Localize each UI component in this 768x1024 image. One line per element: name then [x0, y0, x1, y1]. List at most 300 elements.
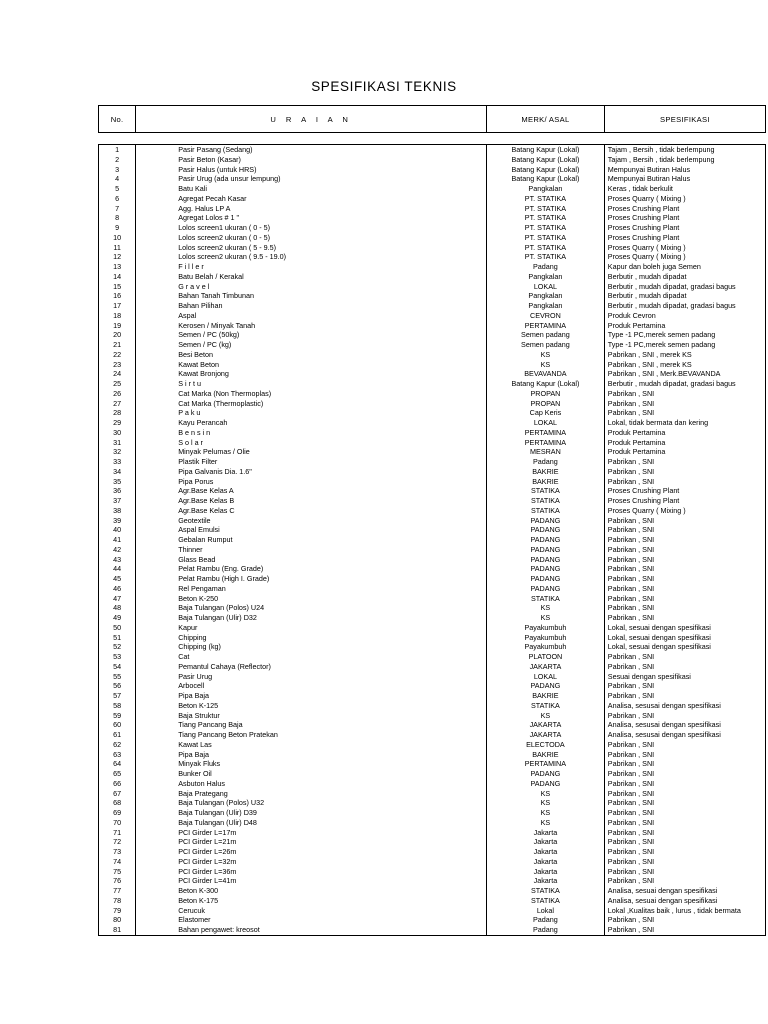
row-uraian: PCI Girder L=32m	[136, 857, 487, 867]
row-number: 37	[99, 496, 136, 506]
row-spesifikasi: Proses Crushing Plant	[604, 223, 765, 233]
row-merk: PADANG	[487, 574, 605, 584]
row-uraian: Baja Tulangan (Ulir) D32	[136, 613, 487, 623]
table-row	[99, 408, 766, 418]
row-merk: PT. STATIKA	[487, 243, 605, 253]
row-number: 8	[99, 213, 136, 223]
row-number: 24	[99, 369, 136, 379]
row-merk: PLATOON	[487, 652, 605, 662]
table-row	[99, 555, 766, 565]
table-row	[99, 282, 766, 292]
row-number: 35	[99, 477, 136, 487]
row-merk: BEVAVANDA	[487, 369, 605, 379]
table-row	[99, 769, 766, 779]
row-number: 29	[99, 418, 136, 428]
table-row	[99, 243, 766, 253]
table-row	[99, 525, 766, 535]
row-uraian: Chipping	[136, 633, 487, 643]
row-merk: PERTAMINA	[487, 438, 605, 448]
row-merk: Batang Kapur (Lokal)	[487, 379, 605, 389]
row-merk: ELECTODA	[487, 740, 605, 750]
row-number: 4	[99, 174, 136, 184]
row-merk: STATIKA	[487, 701, 605, 711]
row-spesifikasi: Berbutir , mudah dipadat, gradasi bagus	[604, 301, 765, 311]
row-merk: PT. STATIKA	[487, 252, 605, 262]
row-uraian: Geotextile	[136, 516, 487, 526]
row-uraian: Pipa Galvanis Dia. 1.6"	[136, 467, 487, 477]
table-row	[99, 828, 766, 838]
row-number: 11	[99, 243, 136, 253]
row-uraian: Agregat Pecah Kasar	[136, 194, 487, 204]
table-row	[99, 330, 766, 340]
row-spesifikasi: Lokal, sesuai dengan spesifikasi	[604, 633, 765, 643]
table-row	[99, 642, 766, 652]
table-row	[99, 857, 766, 867]
row-merk: BAKRIE	[487, 691, 605, 701]
row-merk: KS	[487, 613, 605, 623]
row-number: 3	[99, 165, 136, 175]
header-uraian: U R A I A N	[136, 106, 487, 133]
row-spesifikasi: Pabrikan , SNI , merek KS	[604, 360, 765, 370]
row-uraian: Batu Belah / Kerakal	[136, 272, 487, 282]
row-number: 51	[99, 633, 136, 643]
header-merk: MERK/ ASAL	[487, 106, 605, 133]
row-number: 49	[99, 613, 136, 623]
row-spesifikasi: Pabrikan , SNI	[604, 798, 765, 808]
row-spesifikasi: Pabrikan , SNI	[604, 389, 765, 399]
table-row	[99, 155, 766, 165]
row-merk: Pangkalan	[487, 184, 605, 194]
row-uraian: Lolos screen1 ukuran ( 0 - 5)	[136, 223, 487, 233]
row-spesifikasi: Pabrikan , SNI	[604, 857, 765, 867]
row-uraian: Beton K-125	[136, 701, 487, 711]
row-merk: Jakarta	[487, 828, 605, 838]
table-row	[99, 194, 766, 204]
row-spesifikasi: Pabrikan , SNI	[604, 457, 765, 467]
table-row	[99, 204, 766, 214]
row-spesifikasi: Keras , tidak berkulit	[604, 184, 765, 194]
row-spesifikasi: Lokal, tidak bermata dan kering	[604, 418, 765, 428]
row-number: 43	[99, 555, 136, 565]
row-number: 17	[99, 301, 136, 311]
table-row	[99, 262, 766, 272]
row-number: 54	[99, 662, 136, 672]
row-number: 59	[99, 711, 136, 721]
table-row	[99, 252, 766, 262]
row-uraian: Baja Tulangan (Ulir) D39	[136, 808, 487, 818]
row-uraian: Baja Tulangan (Polos) U32	[136, 798, 487, 808]
table-row	[99, 779, 766, 789]
row-uraian: Aspal	[136, 311, 487, 321]
row-number: 9	[99, 223, 136, 233]
row-number: 27	[99, 399, 136, 409]
table-row	[99, 311, 766, 321]
row-merk: STATIKA	[487, 886, 605, 896]
row-number: 78	[99, 896, 136, 906]
row-merk: LOKAL	[487, 672, 605, 682]
row-number: 58	[99, 701, 136, 711]
row-merk: Payakumbuh	[487, 642, 605, 652]
row-number: 70	[99, 818, 136, 828]
row-merk: KS	[487, 808, 605, 818]
row-spesifikasi: Mempunyai Butiran Halus	[604, 165, 765, 175]
row-merk: PADANG	[487, 769, 605, 779]
row-number: 40	[99, 525, 136, 535]
row-uraian: Kawat Bronjong	[136, 369, 487, 379]
row-number: 61	[99, 730, 136, 740]
row-number: 5	[99, 184, 136, 194]
row-uraian: Aspal Emulsi	[136, 525, 487, 535]
row-merk: PADANG	[487, 545, 605, 555]
row-merk: KS	[487, 798, 605, 808]
table-row	[99, 847, 766, 857]
row-spesifikasi: Pabrikan , SNI	[604, 750, 765, 760]
row-uraian: Bahan Pilihan	[136, 301, 487, 311]
row-merk: KS	[487, 789, 605, 799]
table-row	[99, 360, 766, 370]
row-number: 77	[99, 886, 136, 896]
row-spesifikasi: Sesuai dengan spesifikasi	[604, 672, 765, 682]
row-uraian: Baja Tulangan (Polos) U24	[136, 603, 487, 613]
row-uraian: PCI Girder L=41m	[136, 876, 487, 886]
table-row	[99, 915, 766, 925]
row-merk: PADANG	[487, 535, 605, 545]
row-uraian: Chipping (kg)	[136, 642, 487, 652]
row-spesifikasi: Pabrikan , SNI	[604, 477, 765, 487]
table-row	[99, 633, 766, 643]
row-spesifikasi: Produk Pertamina	[604, 447, 765, 457]
table-row	[99, 867, 766, 877]
row-number: 50	[99, 623, 136, 633]
row-number: 16	[99, 291, 136, 301]
row-number: 81	[99, 925, 136, 935]
table-row	[99, 720, 766, 730]
row-uraian: Agr.Base Kelas C	[136, 506, 487, 516]
row-merk: KS	[487, 350, 605, 360]
table-row	[99, 457, 766, 467]
row-uraian: Elastomer	[136, 915, 487, 925]
table-row	[99, 438, 766, 448]
spec-table	[98, 144, 766, 936]
table-row	[99, 399, 766, 409]
row-merk: PADANG	[487, 555, 605, 565]
table-row	[99, 486, 766, 496]
row-merk: Lokal	[487, 906, 605, 916]
row-uraian: Minyak Pelumas / Olie	[136, 447, 487, 457]
row-number: 25	[99, 379, 136, 389]
table-row	[99, 418, 766, 428]
table-row	[99, 837, 766, 847]
row-number: 73	[99, 847, 136, 857]
row-spesifikasi: Pabrikan , SNI	[604, 408, 765, 418]
row-uraian: Beton K-300	[136, 886, 487, 896]
row-spesifikasi: Pabrikan , SNI	[604, 662, 765, 672]
row-uraian: Pipa Porus	[136, 477, 487, 487]
table-row	[99, 798, 766, 808]
row-number: 28	[99, 408, 136, 418]
table-row	[99, 623, 766, 633]
row-number: 63	[99, 750, 136, 760]
row-uraian: Tiang Pancang Beton Pratekan	[136, 730, 487, 740]
row-number: 23	[99, 360, 136, 370]
row-merk: PADANG	[487, 584, 605, 594]
row-merk: BAKRIE	[487, 477, 605, 487]
table-row	[99, 730, 766, 740]
table-row	[99, 291, 766, 301]
row-uraian: Rel Pengaman	[136, 584, 487, 594]
table-row	[99, 711, 766, 721]
row-uraian: G r a v e l	[136, 282, 487, 292]
row-uraian: F i l l e r	[136, 262, 487, 272]
table-row	[99, 603, 766, 613]
row-uraian: Glass Bead	[136, 555, 487, 565]
page-title: SPESIFIKASI TEKNIS	[311, 79, 457, 94]
row-uraian: Cerucuk	[136, 906, 487, 916]
row-merk: STATIKA	[487, 486, 605, 496]
row-spesifikasi: Lokal, sesuai dengan spesifikasi	[604, 642, 765, 652]
table-row	[99, 272, 766, 282]
row-number: 13	[99, 262, 136, 272]
table-row	[99, 574, 766, 584]
row-uraian: Plastik Filter	[136, 457, 487, 467]
row-spesifikasi: Pabrikan , SNI	[604, 691, 765, 701]
row-number: 65	[99, 769, 136, 779]
row-merk: Jakarta	[487, 876, 605, 886]
row-spesifikasi: Pabrikan , SNI	[604, 535, 765, 545]
table-row	[99, 389, 766, 399]
row-spesifikasi: Proses Crushing Plant	[604, 233, 765, 243]
row-uraian: Baja Struktur	[136, 711, 487, 721]
row-uraian: Bahan Tanah Timbunan	[136, 291, 487, 301]
row-spesifikasi: Analisa, sesusai dengan spesifikasi	[604, 730, 765, 740]
row-uraian: Kawat Beton	[136, 360, 487, 370]
table-row	[99, 340, 766, 350]
row-merk: Batang Kapur (Lokal)	[487, 174, 605, 184]
row-number: 66	[99, 779, 136, 789]
row-number: 31	[99, 438, 136, 448]
row-merk: Semen padang	[487, 340, 605, 350]
row-spesifikasi: Analisa, sesuai dengan spesifikasi	[604, 886, 765, 896]
table-row	[99, 496, 766, 506]
row-merk: PADANG	[487, 564, 605, 574]
row-spesifikasi: Pabrikan , SNI , merek KS	[604, 350, 765, 360]
row-uraian: Beton K-175	[136, 896, 487, 906]
row-number: 75	[99, 867, 136, 877]
row-uraian: Lolos screen2 ukuran ( 5 - 9.5)	[136, 243, 487, 253]
row-number: 1	[99, 145, 136, 155]
row-spesifikasi: Produk Pertamina	[604, 438, 765, 448]
row-number: 41	[99, 535, 136, 545]
table-row	[99, 691, 766, 701]
table-row	[99, 759, 766, 769]
row-number: 80	[99, 915, 136, 925]
row-spesifikasi: Tajam , Bersih , tidak berlempung	[604, 155, 765, 165]
row-number: 53	[99, 652, 136, 662]
row-spesifikasi: Pabrikan , SNI	[604, 584, 765, 594]
row-number: 57	[99, 691, 136, 701]
row-merk: Padang	[487, 915, 605, 925]
row-merk: PADANG	[487, 779, 605, 789]
table-row	[99, 174, 766, 184]
row-spesifikasi: Pabrikan , SNI	[604, 467, 765, 477]
row-spesifikasi: Analisa, sesusai dengan spesifikasi	[604, 701, 765, 711]
row-merk: KS	[487, 603, 605, 613]
table-row	[99, 535, 766, 545]
row-number: 68	[99, 798, 136, 808]
table-row	[99, 681, 766, 691]
row-merk: STATIKA	[487, 496, 605, 506]
table-row	[99, 750, 766, 760]
row-spesifikasi: Pabrikan , SNI	[604, 925, 765, 935]
row-number: 44	[99, 564, 136, 574]
row-number: 26	[99, 389, 136, 399]
row-uraian: Pasir Beton (Kasar)	[136, 155, 487, 165]
row-spesifikasi: Pabrikan , SNI	[604, 818, 765, 828]
row-spesifikasi: Analisa, sesuai dengan spesifikasi	[604, 896, 765, 906]
row-number: 32	[99, 447, 136, 457]
row-number: 52	[99, 642, 136, 652]
row-number: 19	[99, 321, 136, 331]
row-number: 45	[99, 574, 136, 584]
row-uraian: Agr.Base Kelas B	[136, 496, 487, 506]
row-spesifikasi: Berbutir , mudah dipadat	[604, 291, 765, 301]
table-row	[99, 896, 766, 906]
row-uraian: Batu Kali	[136, 184, 487, 194]
row-uraian: Pemantul Cahaya (Reflector)	[136, 662, 487, 672]
row-uraian: Pelat Rambu (Eng. Grade)	[136, 564, 487, 574]
row-merk: PT. STATIKA	[487, 233, 605, 243]
row-uraian: PCI Girder L=17m	[136, 828, 487, 838]
row-spesifikasi: Pabrikan , SNI	[604, 847, 765, 857]
row-spesifikasi: Produk Pertamina	[604, 321, 765, 331]
row-spesifikasi: Pabrikan , SNI	[604, 867, 765, 877]
row-uraian: Agregat Lolos # 1 "	[136, 213, 487, 223]
table-row	[99, 516, 766, 526]
row-spesifikasi: Pabrikan , SNI	[604, 740, 765, 750]
row-merk: Batang Kapur (Lokal)	[487, 165, 605, 175]
table-row	[99, 876, 766, 886]
row-spesifikasi: Pabrikan , SNI	[604, 681, 765, 691]
row-spesifikasi: Pabrikan , SNI	[604, 545, 765, 555]
row-spesifikasi: Proses Crushing Plant	[604, 496, 765, 506]
row-spesifikasi: Berbutir , mudah dipadat	[604, 272, 765, 282]
row-uraian: Pasir Halus (untuk HRS)	[136, 165, 487, 175]
row-merk: Pangkalan	[487, 291, 605, 301]
row-merk: Semen padang	[487, 330, 605, 340]
table-row	[99, 350, 766, 360]
table-row	[99, 184, 766, 194]
row-uraian: Cat Marka (Non Thermoplas)	[136, 389, 487, 399]
row-uraian: Gebalan Rumput	[136, 535, 487, 545]
row-uraian: S o l a r	[136, 438, 487, 448]
row-uraian: Kerosen / Minyak Tanah	[136, 321, 487, 331]
row-merk: PT. STATIKA	[487, 223, 605, 233]
row-spesifikasi: Pabrikan , SNI	[604, 555, 765, 565]
table-row	[99, 467, 766, 477]
table-row	[99, 818, 766, 828]
row-spesifikasi: Pabrikan , SNI	[604, 711, 765, 721]
row-merk: JAKARTA	[487, 730, 605, 740]
row-merk: STATIKA	[487, 896, 605, 906]
row-merk: Payakumbuh	[487, 623, 605, 633]
row-spesifikasi: Analisa, sesusai dengan spesifikasi	[604, 720, 765, 730]
row-spesifikasi: Pabrikan , SNI	[604, 779, 765, 789]
row-number: 22	[99, 350, 136, 360]
row-uraian: Cat Marka (Thermoplastic)	[136, 399, 487, 409]
table-row	[99, 165, 766, 175]
row-spesifikasi: Pabrikan , SNI	[604, 564, 765, 574]
row-merk: Jakarta	[487, 867, 605, 877]
row-number: 14	[99, 272, 136, 282]
row-number: 72	[99, 837, 136, 847]
row-spesifikasi: Pabrikan , SNI	[604, 594, 765, 604]
row-number: 39	[99, 516, 136, 526]
row-number: 12	[99, 252, 136, 262]
row-spesifikasi: Proses Quarry ( Mixing )	[604, 194, 765, 204]
row-merk: PT. STATIKA	[487, 204, 605, 214]
row-merk: Cap Keris	[487, 408, 605, 418]
row-number: 79	[99, 906, 136, 916]
table-row	[99, 369, 766, 379]
row-merk: Jakarta	[487, 857, 605, 867]
row-spesifikasi: Pabrikan , SNI	[604, 525, 765, 535]
table-row	[99, 789, 766, 799]
row-merk: KS	[487, 818, 605, 828]
row-merk: STATIKA	[487, 506, 605, 516]
row-uraian: PCI Girder L=26m	[136, 847, 487, 857]
row-spesifikasi: Type -1 PC,merek semen padang	[604, 330, 765, 340]
row-number: 7	[99, 204, 136, 214]
row-uraian: Kayu Perancah	[136, 418, 487, 428]
row-uraian: Arbocell	[136, 681, 487, 691]
row-number: 42	[99, 545, 136, 555]
row-number: 10	[99, 233, 136, 243]
row-spesifikasi: Proses Crushing Plant	[604, 213, 765, 223]
row-spesifikasi: Produk Cevron	[604, 311, 765, 321]
row-uraian: Bahan pengawet: kreosot	[136, 925, 487, 935]
row-merk: STATIKA	[487, 594, 605, 604]
row-uraian: Beton K-250	[136, 594, 487, 604]
row-number: 67	[99, 789, 136, 799]
row-spesifikasi: Pabrikan , SNI	[604, 574, 765, 584]
row-spesifikasi: Lokal ,Kualitas baik , lurus , tidak bermata	[604, 906, 765, 916]
row-merk: PT. STATIKA	[487, 213, 605, 223]
row-number: 47	[99, 594, 136, 604]
table-row	[99, 613, 766, 623]
row-merk: PROPAN	[487, 399, 605, 409]
row-merk: JAKARTA	[487, 662, 605, 672]
row-spesifikasi: Pabrikan , SNI	[604, 837, 765, 847]
header-spesifikasi: SPESIFIKASI	[604, 106, 765, 133]
row-number: 71	[99, 828, 136, 838]
row-uraian: Minyak Fluks	[136, 759, 487, 769]
row-number: 33	[99, 457, 136, 467]
row-uraian: Thinner	[136, 545, 487, 555]
table-row	[99, 740, 766, 750]
row-uraian: Pasir Urug (ada unsur lempung)	[136, 174, 487, 184]
row-number: 18	[99, 311, 136, 321]
row-merk: Jakarta	[487, 847, 605, 857]
row-uraian: Baja Tulangan (Ulir) D48	[136, 818, 487, 828]
row-spesifikasi: Pabrikan , SNI	[604, 399, 765, 409]
row-uraian: PCI Girder L=21m	[136, 837, 487, 847]
row-number: 20	[99, 330, 136, 340]
row-number: 69	[99, 808, 136, 818]
table-header	[98, 105, 766, 133]
row-merk: CEVRON	[487, 311, 605, 321]
row-merk: PROPAN	[487, 389, 605, 399]
row-merk: LOKAL	[487, 418, 605, 428]
